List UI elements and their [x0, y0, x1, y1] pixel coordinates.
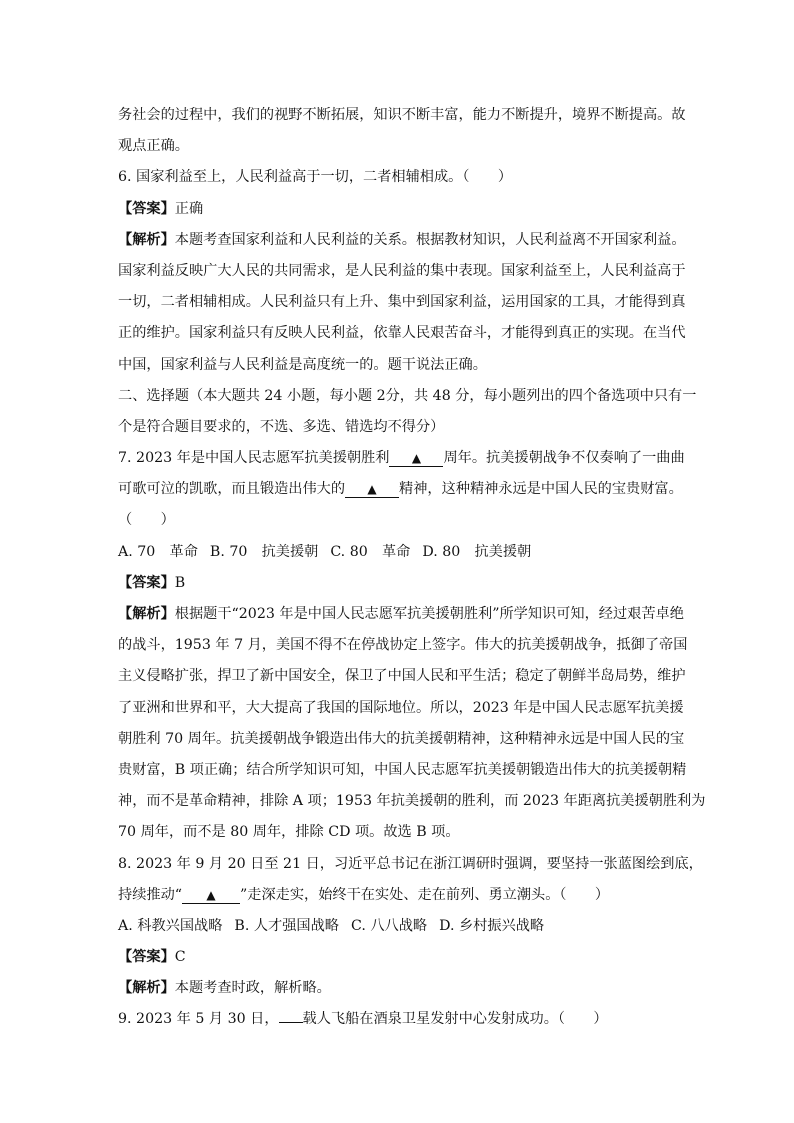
explanation-text: 本题考查国家利益和人民利益的关系。根据教材知识，人民利益离不开国家利益。: [174, 231, 686, 248]
option-d: D. 乡村振兴战略: [439, 917, 545, 934]
answer-tag: 【答案】: [118, 574, 175, 591]
answer-value: B: [174, 574, 186, 591]
explanation-6: [118, 225, 688, 256]
q9-text: 载人飞船在酒泉卫星发射中心发射成功。（ ）: [302, 1011, 608, 1028]
section-heading: 二、选择题（本大题共 24 小题，每小题 2分，共 48 分，每小题列出的四个备选项中只有一: [118, 387, 697, 404]
text-line: 主义侵略扩张，捍卫了新中国安全，保卫了中国人民和平生活；稳定了朝鲜半岛局势，维护: [118, 668, 686, 685]
section-heading-cont: 个是符合题目要求的，不选、多选、错选均不得分）: [118, 418, 445, 435]
answer-tag: 【答案】: [118, 200, 175, 217]
question-8-cont: [118, 880, 688, 911]
text-line: 的战斗，1953 年 7 月，美国不得不在停战协定上签字。伟大的抗美援朝战争，抵御了帝国: [118, 637, 688, 654]
option-a: A. 科教兴国战略: [118, 917, 223, 934]
q7-text: 精神，这种精神永远是中国人民的宝贵财富。: [399, 481, 683, 498]
question-6: 6. 国家利益至上，人民利益高于一切，二者相辅相成。（ ）: [118, 169, 513, 186]
option-c: C. 80 革命: [330, 543, 411, 560]
text-line: 国家利益反映广大人民的共同需求，是人民利益的集中表现。国家利益至上，人民利益高于: [118, 262, 686, 279]
question-7-paren: （ ）: [118, 512, 175, 529]
option-d: D. 80 抗美援朝: [422, 543, 532, 560]
blank-marker: ▲: [182, 887, 240, 904]
answer-value: 正确: [174, 200, 204, 217]
explanation-text: 本题考查时政，解析略。: [174, 980, 331, 997]
option-b: B. 人才强国战略: [234, 917, 339, 934]
question-7-cont: [118, 474, 688, 505]
answer-tag: 【答案】: [118, 949, 175, 966]
answer-value: C: [174, 949, 186, 966]
q7-text: 周年。抗美援朝战争不仅奏响了一曲曲: [443, 450, 685, 467]
text-line: 神，而不是革命精神，排除 A 项；1953 年抗美援朝的胜利，而 2023 年距离抗美援朝胜利为: [118, 793, 706, 810]
option-a: A. 70 革命: [118, 543, 198, 560]
document-page: [118, 100, 706, 1036]
explanation-tag: 【解析】: [118, 231, 175, 248]
options-8: [118, 911, 688, 942]
explanation-7: [118, 599, 688, 630]
explanation-8: [118, 973, 688, 1004]
text-line: 正的维护。国家利益只有反映人民利益，依靠人民艰苦奋斗，才能得到真正的实现。在当代: [118, 325, 686, 342]
question-9: [118, 1004, 688, 1035]
text-line: 务社会的过程中，我们的视野不断拓展，知识不断丰富，能力不断提升，境界不断提高。故: [118, 107, 686, 123]
question-8: 8. 2023 年 9 月 20 日至 21 日，习近平总书记在浙江调研时强调，要坚持一张蓝图绘到底，: [118, 855, 703, 872]
answer-7: [118, 568, 688, 599]
explanation-tag: 【解析】: [118, 606, 175, 622]
text-line: 贵财富，B 项正确；结合所学知识可知，中国人民志愿军抗美援朝锻造出伟大的抗美援朝精: [118, 761, 687, 778]
blank-marker: ▲: [389, 450, 443, 467]
option-c: C. 八八战略: [350, 917, 428, 934]
text-line: 观点正确。: [118, 138, 189, 155]
explanation-text: 根据题干“2023 年是中国人民志愿军抗美援朝胜利”所学知识可知，经过艰苦卓绝: [174, 606, 684, 622]
blank-line: [279, 1022, 303, 1023]
text-line: 了亚洲和世界和平，大大提高了我国的国际地位。所以，2023 年是中国人民志愿军抗美援: [118, 699, 684, 716]
q7-text: 可歌可泣的凯歌，而且锻造出伟大的: [118, 481, 346, 498]
text-line: 中国，国家利益与人民利益是高度统一的。题干说法正确。: [118, 356, 487, 373]
q9-text: 9. 2023 年 5 月 30 日，: [118, 1011, 279, 1028]
answer-6: [118, 194, 688, 225]
text-line: 一切，二者相辅相成。人民利益只有上升、集中到国家利益，运用国家的工具，才能得到真: [118, 294, 686, 311]
q8-text: 持续推动“: [118, 886, 183, 903]
q8-text: ”走深走实，始终干在实处、走在前列、勇立潮头。（ ）: [240, 886, 610, 903]
question-7: [118, 443, 688, 474]
text-line: 70 周年，而不是 80 周年，排除 CD 项。故选 B 项。: [118, 824, 460, 841]
blank-marker: ▲: [345, 481, 399, 498]
options-7: [118, 537, 688, 568]
explanation-tag: 【解析】: [118, 980, 175, 997]
text-line: 朝胜利 70 周年。抗美援朝战争锻造出伟大的抗美援朝精神，这种精神永远是中国人民的宝: [118, 730, 685, 747]
q7-text: 7. 2023 年是中国人民志愿军抗美援朝胜利: [118, 450, 390, 467]
option-b: B. 70 抗美援朝: [209, 543, 319, 560]
answer-8: [118, 942, 688, 973]
